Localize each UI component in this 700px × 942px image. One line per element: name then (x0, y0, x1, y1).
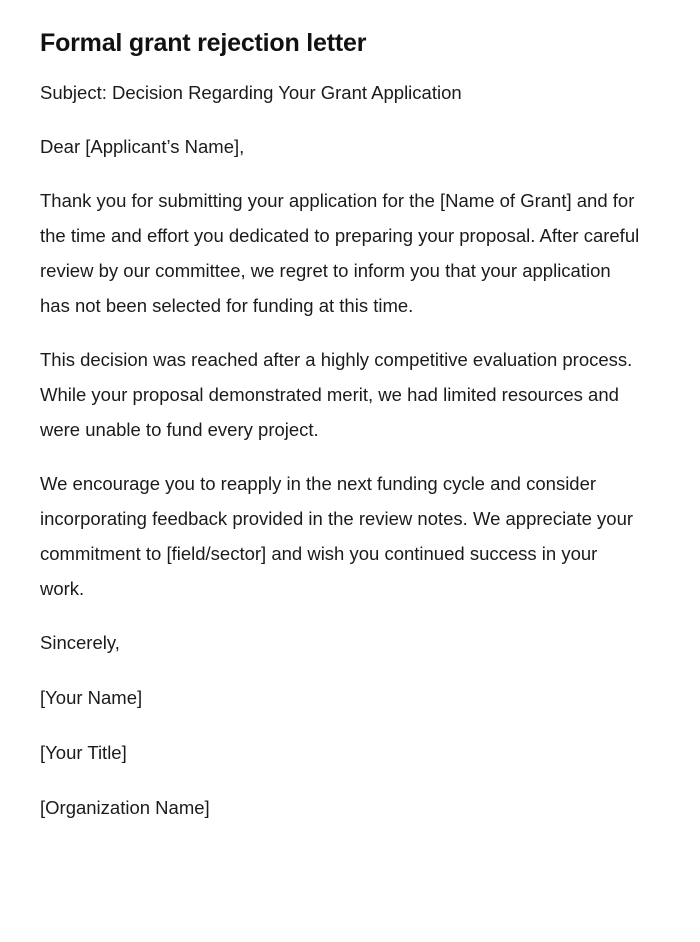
body-paragraph-2: This decision was reached after a highly competitive evaluation process. While your proposal demonstrated merit, we had limited resources and were unable to fund every project. (40, 349, 633, 440)
signature-organization: [Organization Name] (40, 797, 210, 818)
body-paragraph-1: Thank you for submitting your application for the [Name of Grant] and for the time and effort you dedicated to preparing your proposal. After careful review by our committee, we regret to inform you that your application has not been selected for funding at this time. (40, 190, 640, 316)
signature-name: [Your Name] (40, 687, 143, 708)
closing-salutation: Sincerely, (40, 632, 120, 653)
subject-line: Subject: Decision Regarding Your Grant Application (40, 82, 462, 103)
letter-body (40, 75, 640, 825)
body-paragraph-3: We encourage you to reapply in the next funding cycle and consider incorporating feedback provided in the review notes. We appreciate your commitment to [field/sector] and wish you continued success in your work. (40, 473, 634, 599)
page-title: Formal grant rejection letter (40, 29, 367, 57)
salutation: Dear [Applicant’s Name], (40, 136, 245, 157)
signature-title: [Your Title] (40, 742, 127, 763)
